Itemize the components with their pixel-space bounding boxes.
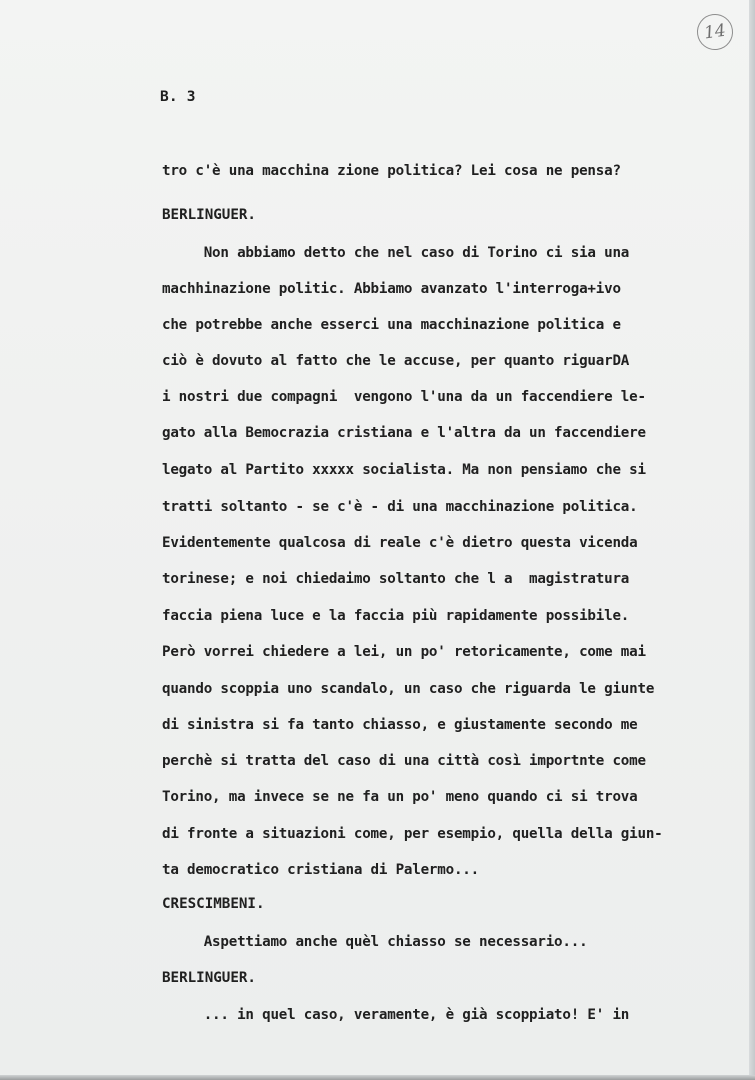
page-edge-right	[749, 0, 755, 1080]
page-edge-bottom	[0, 1075, 755, 1080]
text-line: Aspettiamo anche quèl chiasso se necessario...	[162, 934, 588, 950]
text-line: quando scoppia uno scandalo, un caso che riguarda le giunte	[162, 681, 655, 697]
text-line: ciò è dovuto al fatto che le accuse, per quanto riguarDA	[162, 353, 630, 369]
text-line: di fronte a situazioni come, per esempio, quella della giun-	[162, 826, 663, 842]
speaker-label: BERLINGUER.	[162, 207, 256, 223]
text-line: Torino, ma invece se ne fa un po' meno quando ci si trova	[162, 789, 638, 805]
text-line: ... in quel caso, veramente, è già scoppiato! E' in	[162, 1007, 630, 1023]
text-line: gato alla Bemocrazia cristiana e l'altra da un faccendiere	[162, 425, 646, 441]
text-line: faccia piena luce e la faccia più rapidamente possibile.	[162, 608, 630, 624]
text-line: machhinazione politic. Abbiamo avanzato l'interroga+ivo	[162, 281, 621, 297]
page-reference: B. 3	[160, 89, 196, 105]
text-line: perchè si tratta del caso di una città così importnte come	[162, 753, 646, 769]
text-line: tro c'è una macchina zione politica? Lei cosa ne pensa?	[162, 163, 621, 179]
text-line: legato al Partito xxxxx socialista. Ma non pensiamo che si	[162, 462, 646, 478]
text-line: Però vorrei chiedere a lei, un po' retoricamente, come mai	[162, 644, 646, 660]
text-line: Evidentemente qualcosa di reale c'è dietro questa vicenda	[162, 535, 638, 551]
text-line: che potrebbe anche esserci una macchinazione politica e	[162, 317, 621, 333]
text-line: torinese; e noi chiedaimo soltanto che l a magistratura	[162, 571, 630, 587]
page-number-stamp	[695, 12, 736, 53]
page-number-text: 14	[702, 20, 728, 44]
text-line: di sinistra si fa tanto chiasso, e giustamente secondo me	[162, 717, 638, 733]
text-line: tratti soltanto - se c'è - di una macchinazione politica.	[162, 499, 638, 515]
speaker-label: CRESCIMBENI.	[162, 896, 265, 912]
text-line: ta democratico cristiana di Palermo...	[162, 862, 479, 878]
speaker-label: BERLINGUER.	[162, 970, 256, 986]
text-line: i nostri due compagni vengono l'una da un faccendiere le-	[162, 389, 646, 405]
text-line: Non abbiamo detto che nel caso di Torino ci sia una	[162, 245, 630, 261]
